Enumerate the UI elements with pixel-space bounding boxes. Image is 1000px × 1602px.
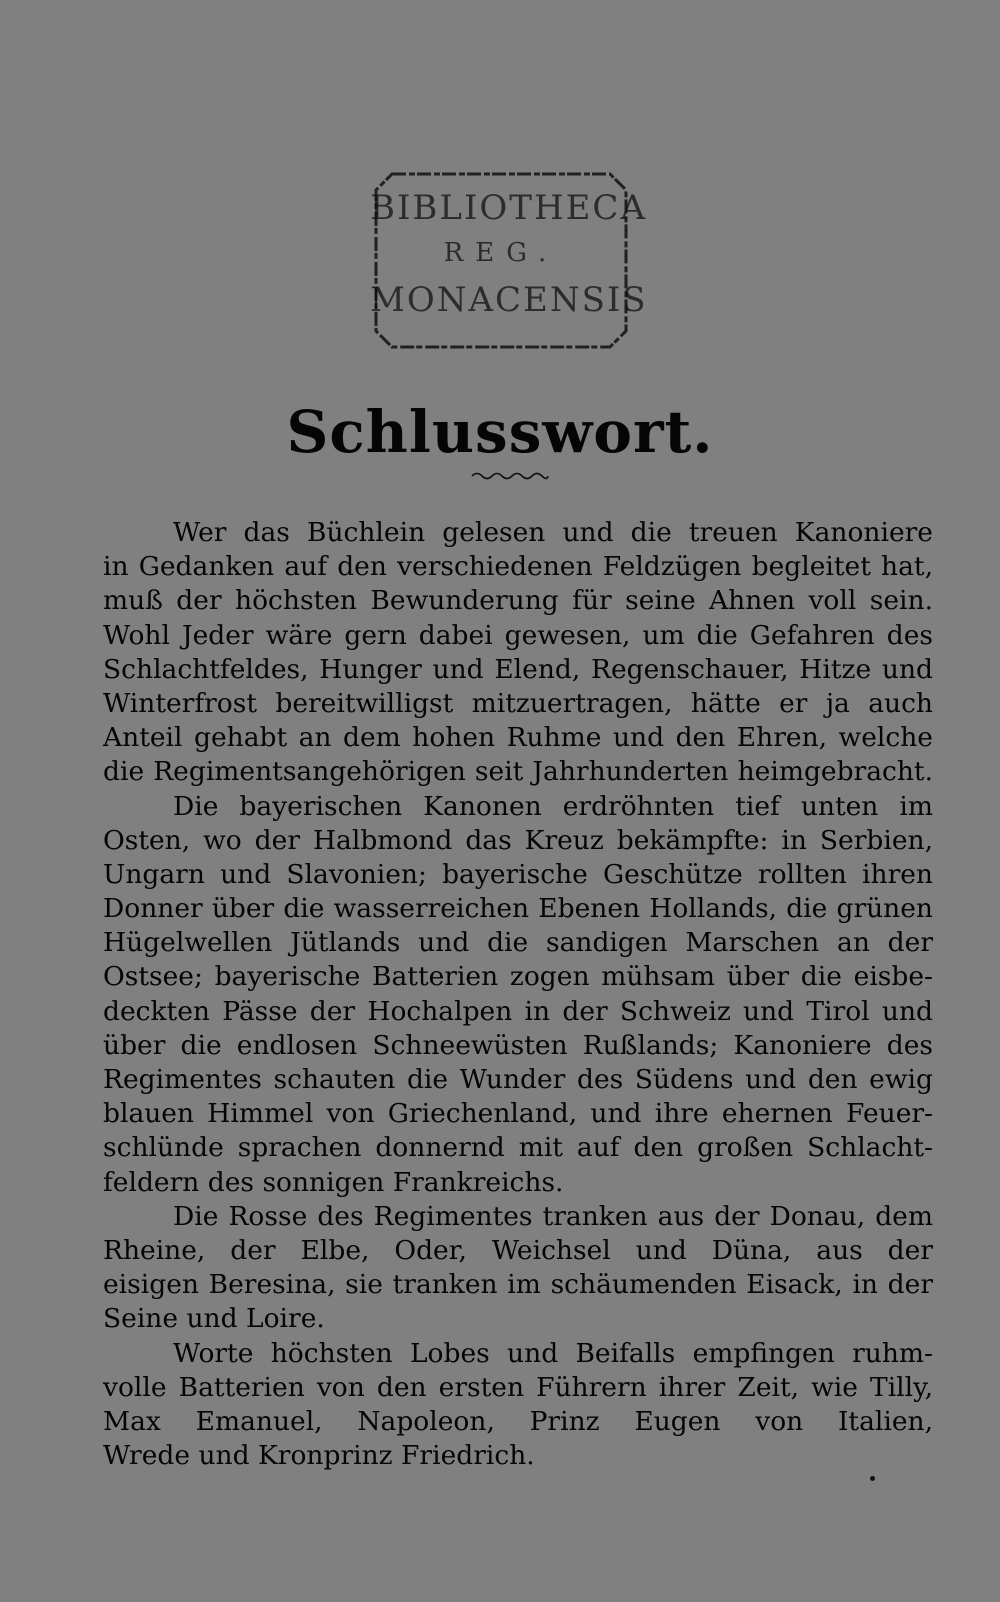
paragraph-1: [103, 516, 933, 790]
paragraph-3: [103, 1200, 933, 1337]
paragraph-2: [103, 790, 933, 1200]
text-line: eisigen Beresina, sie tranken im schäumenden Eisack, in der: [103, 1269, 933, 1301]
text-line: Winterfrost bereitwilligst mitzuertragen, hätte er ja auch: [103, 687, 933, 719]
text-line: Die bayerischen Kanonen erdröhnten tief unten im: [173, 790, 933, 822]
text-line: Anteil gehabt an dem hohen Ruhme und den Ehren, welche: [103, 722, 933, 754]
text-line: Wer das Büchlein gelesen und die treuen Kanoniere: [173, 517, 933, 548]
text-line: Wohl Jeder wäre gern dabei gewesen, um die Gefahren des: [103, 619, 933, 651]
text-line: feldern des sonnigen Frankreichs.: [103, 1166, 564, 1198]
text-line: Schlachtfeldes, Hunger und Elend, Regenschauer, Hitze und: [103, 653, 933, 685]
stamp-line-2: REG.: [443, 238, 559, 268]
text-line: volle Batterien von den ersten Führern ihrer Zeit, wie Tilly,: [103, 1371, 933, 1403]
text-line: blauen Himmel von Griechenland, und ihre ehernen Feuer-: [103, 1098, 933, 1130]
page-title: Schlusswort.: [286, 398, 714, 466]
text-line: Rheine, der Elbe, Oder, Weichsel und Düna, aus der: [103, 1234, 933, 1266]
text-line: Donner über die wasserreichen Ebenen Hollands, die grünen: [103, 893, 933, 925]
ink-speck: [870, 1476, 875, 1481]
text-line: Ostsee; bayerische Batterien zogen mühsam über die eisbe-: [103, 961, 933, 993]
text-line: deckten Pässe der Hochalpen in der Schweiz und Tirol und: [103, 995, 933, 1027]
text-line: über die endlosen Schneewüsten Rußlands; Kanoniere des: [103, 1029, 933, 1061]
paragraph-4: [103, 1337, 933, 1474]
text-line: in Gedanken auf den verschiedenen Feldzügen begleitet hat,: [103, 551, 933, 583]
text-line: Regimentes schauten die Wunder des Südens und den ewig: [103, 1064, 933, 1095]
text-line: Seine und Loire.: [103, 1303, 325, 1335]
text-line: die Regimentsangehörigen seit Jahrhunderten heimgebracht.: [103, 756, 933, 788]
text-line: schlünde sprachen donnernd mit auf den großen Schlacht-: [103, 1132, 933, 1164]
text-line: Osten, wo der Halbmond das Kreuz bekämpfte: in Serbien,: [103, 824, 933, 856]
text-line: Die Rosse des Regimentes tranken aus der Donau, dem: [173, 1200, 933, 1232]
text-line: Hügelwellen Jütlands und die sandigen Marschen an der: [103, 927, 933, 959]
library-stamp: [370, 168, 648, 353]
text-line: muß der höchsten Bewunderung für seine Ahnen voll sein.: [103, 585, 933, 617]
wave-ornament: [470, 470, 550, 482]
text-line: Ungarn und Slavonien; bayerische Geschütze rollten ihren: [103, 858, 933, 890]
stamp-line-1: BIBLIOTHECA: [370, 188, 647, 228]
text-line: Max Emanuel, Napoleon, Prinz Eugen von Italien,: [103, 1405, 933, 1437]
text-line: Worte höchsten Lobes und Beifalls empfingen ruhm-: [173, 1337, 933, 1369]
stamp-line-3: MONACENSIS: [370, 280, 648, 320]
text-line: Wrede und Kronprinz Friedrich.: [103, 1440, 535, 1472]
body-text: [103, 516, 933, 1473]
